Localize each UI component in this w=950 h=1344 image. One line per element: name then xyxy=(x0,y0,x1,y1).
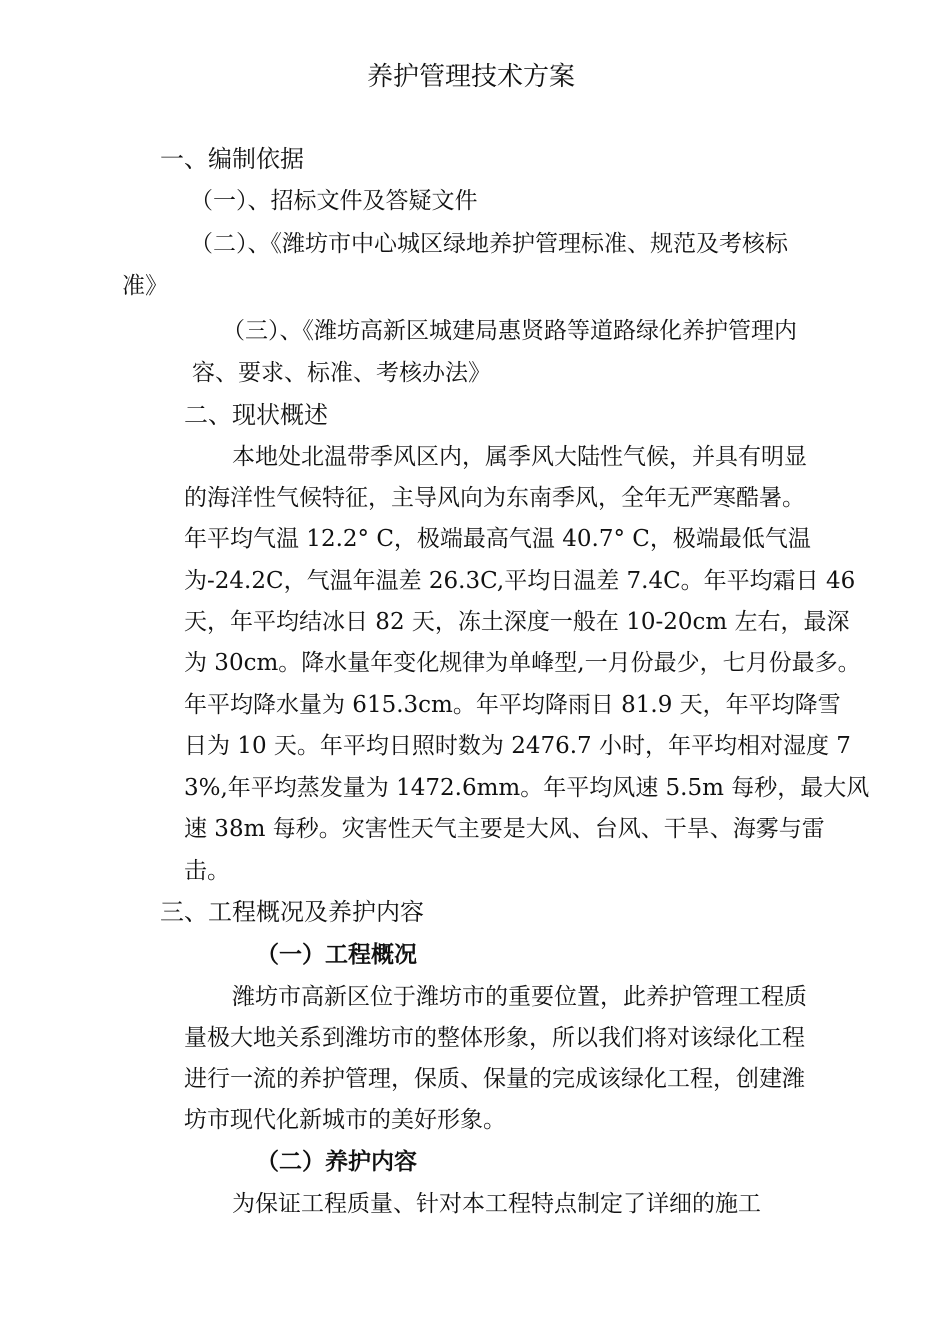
document-title: 养护管理技术方案 xyxy=(367,62,576,92)
section-heading-2: 二、现状概述 xyxy=(184,401,328,429)
basis-item-3-line-1: （三）、《潍坊高新区城建局惠贤路等道路绿化养护管理内 xyxy=(222,318,797,344)
basis-item-3-line-2: 容、要求、标准、考核办法》 xyxy=(192,360,491,386)
climate-paragraph-line: 速 38m 每秒。灾害性天气主要是大风、台风、干旱、海雾与雷 xyxy=(184,816,825,842)
climate-paragraph-line: 击。 xyxy=(184,858,230,884)
maintenance-paragraph-line: 为保证工程质量、针对本工程特点制定了详细的施工 xyxy=(232,1191,761,1217)
climate-paragraph-line: 为 30cm。降水量年变化规律为单峰型,一月份最少，七月份最多。 xyxy=(184,650,861,676)
overview-paragraph-line: 坊市现代化新城市的美好形象。 xyxy=(184,1107,506,1133)
overview-paragraph-line: 进行一流的养护管理，保质、保量的完成该绿化工程，创建潍 xyxy=(184,1066,805,1092)
climate-paragraph-line: 3%,年平均蒸发量为 1472.6mm。年平均风速 5.5m 每秒，最大风 xyxy=(184,775,870,801)
section-heading-1: 一、编制依据 xyxy=(160,145,304,173)
basis-item-1: （一）、招标文件及答疑文件 xyxy=(190,188,478,214)
climate-paragraph-line: 年平均降水量为 615.3cm。年平均降雨日 81.9 天，年平均降雪 xyxy=(184,692,841,718)
subheading-project-overview: （一）工程概况 xyxy=(256,942,417,968)
climate-paragraph-line: 天，年平均结冰日 82 天，冻土深度一般在 10-20cm 左右，最深 xyxy=(184,609,850,635)
climate-paragraph-line: 日为 10 天。年平均日照时数为 2476.7 小时，年平均相对湿度 7 xyxy=(184,733,851,759)
basis-item-2-line-2: 准》 xyxy=(122,273,168,299)
climate-paragraph-line: 年平均气温 12.2° C，极端最高气温 40.7° C，极端最低气温 xyxy=(184,526,811,552)
overview-paragraph-line: 潍坊市高新区位于潍坊市的重要位置，此养护管理工程质 xyxy=(232,984,807,1010)
climate-paragraph-line: 本地处北温带季风区内，属季风大陆性气候，并具有明显 xyxy=(232,444,807,470)
basis-item-2-line-1: （二）、《潍坊市中心城区绿地养护管理标准、规范及考核标 xyxy=(190,231,788,257)
overview-paragraph-line: 量极大地关系到潍坊市的整体形象，所以我们将对该绿化工程 xyxy=(184,1025,805,1051)
section-heading-3: 三、工程概况及养护内容 xyxy=(160,898,424,926)
climate-paragraph-line: 的海洋性气候特征，主导风向为东南季风，全年无严寒酷暑。 xyxy=(184,485,805,511)
subheading-maintenance-content: （二）养护内容 xyxy=(256,1149,417,1175)
climate-paragraph-line: 为-24.2C，气温年温差 26.3C,平均日温差 7.4C。年平均霜日 46 xyxy=(184,568,856,594)
